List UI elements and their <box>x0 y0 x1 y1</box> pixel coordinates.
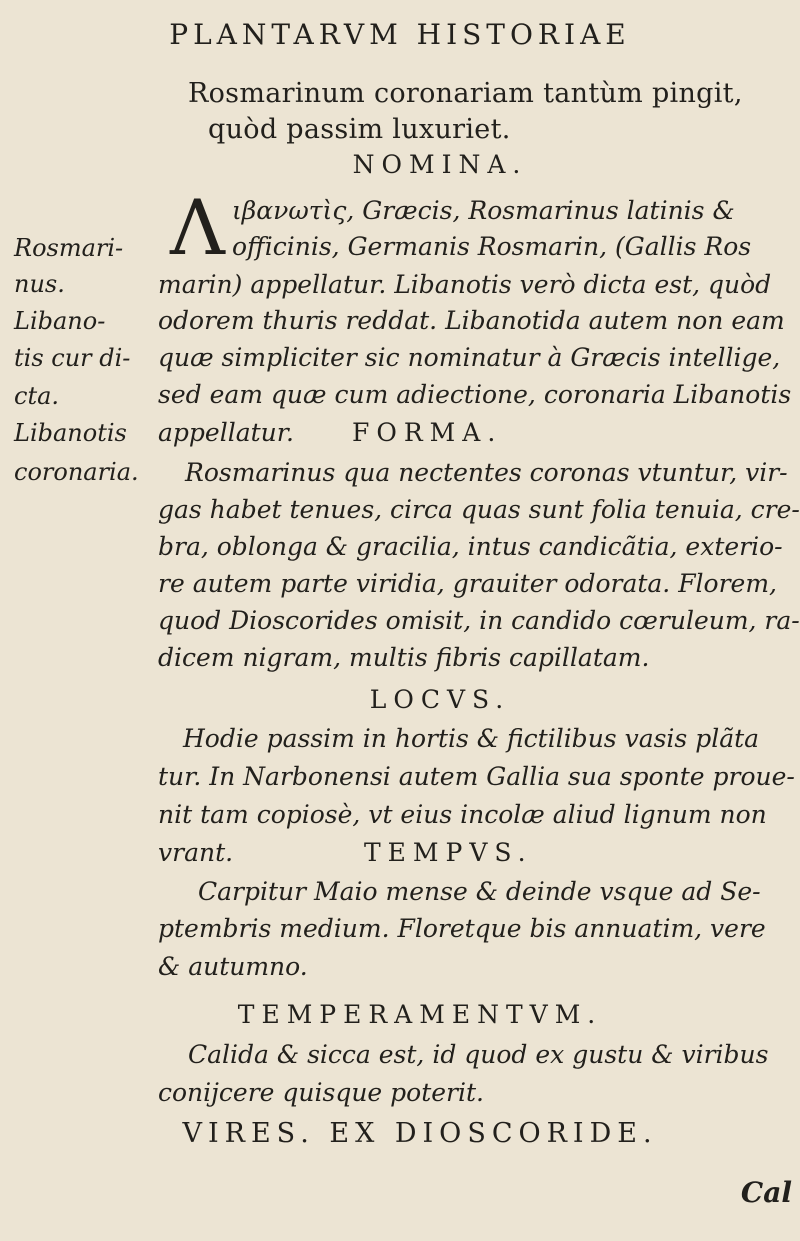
nomina-line-5: quæ simpliciter sic nominatur à Græcis intellige, <box>158 343 781 372</box>
heading-locus: LOCVS. <box>369 685 511 714</box>
locus-line-4: vrant. <box>158 838 234 867</box>
temperamentum-line-1: Calida & sicca est, id quod ex gustu & viribus <box>188 1040 769 1069</box>
tempus-line-2: ptembris medium. Floretque bis annuatim, vere <box>158 914 766 943</box>
nomina-line-6: sed eam quæ cum adiectione, coronaria Libanotis <box>158 380 792 409</box>
intro-line-1: Rosmarinum coronariam tantùm pingit, <box>188 78 743 109</box>
marginal-note-1: Rosmari- <box>14 234 124 262</box>
nomina-line-2: officinis, Germanis Rosmarin, (Gallis Ros <box>232 232 752 261</box>
forma-line-4: re autem parte viridia, grauiter odorata. Florem, <box>158 569 777 598</box>
temperamentum-line-2: conijcere quisque poterit. <box>158 1078 485 1107</box>
forma-line-6: dicem nigram, multis fibris capillatam. <box>158 643 650 672</box>
locus-line-2: tur. In Narbonensi autem Gallia sua sponte proue- <box>158 762 795 791</box>
forma-line-1: Rosmarinus qua nectentes coronas vtuntur, vir- <box>185 458 788 487</box>
catchword: Cal <box>740 1176 792 1209</box>
forma-line-2: gas habet tenues, circa quas sunt folia tenuia, cre- <box>158 495 800 524</box>
heading-nomina: NOMINA. <box>352 150 528 179</box>
running-head: PLANTARVM HISTORIAE <box>169 18 631 51</box>
locus-line-3: nit tam copiosè, vt eius incolæ aliud lignum non <box>158 800 767 829</box>
nomina-line-7: appellatur. <box>158 418 294 447</box>
drop-initial: Λ <box>170 183 225 272</box>
heading-forma: FORMA. <box>352 418 503 447</box>
forma-line-3: bra, oblonga & gracilia, intus candicãtia, exterio- <box>158 532 783 561</box>
intro-line-2: quòd passim luxuriet. <box>208 114 511 145</box>
nomina-line-4: odorem thuris reddat. Libanotida autem non eam <box>158 306 785 335</box>
tempus-line-1: Carpitur Maio mense & deinde vsque ad Se- <box>198 877 761 906</box>
marginal-note-3: Libano- <box>14 307 106 335</box>
locus-line-1: Hodie passim in hortis & fictilibus vasis plãta <box>183 724 760 753</box>
marginal-note-4: tis cur di- <box>14 344 131 372</box>
forma-line-5: quod Dioscorides omisit, in candido cœruleum, ra- <box>158 606 800 635</box>
heading-vires: VIRES. EX DIOSCORIDE. <box>182 1118 658 1149</box>
marginal-note-5: cta. <box>14 382 60 410</box>
heading-temperamentum: TEMPERAMENTVM. <box>237 1000 603 1029</box>
tempus-line-3: & autumno. <box>158 952 308 981</box>
heading-tempus: TEMPVS. <box>364 838 533 867</box>
marginal-note-6: Libanotis <box>14 419 127 447</box>
marginal-note-7: coronaria. <box>14 458 139 486</box>
nomina-line-1: ιβανωτὶς, Græcis, Rosmarinus latinis & <box>232 196 735 225</box>
marginal-note-2: nus. <box>14 270 65 298</box>
nomina-line-3: marin) appellatur. Libanotis verò dicta est, quòd <box>158 270 772 299</box>
